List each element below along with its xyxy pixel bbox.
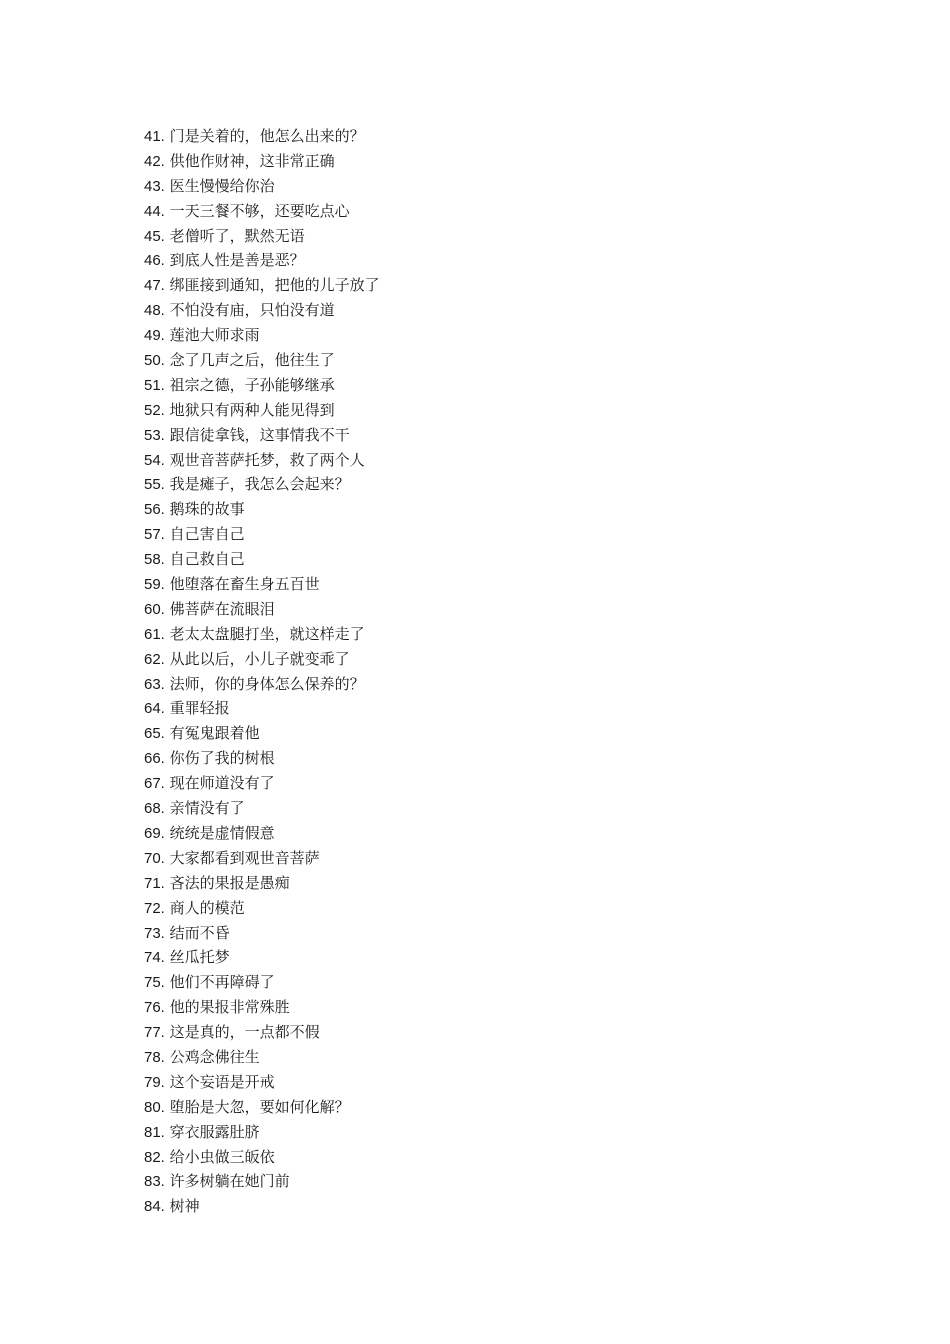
item-title: 他的果报非常殊胜 xyxy=(169,998,290,1017)
list-item xyxy=(144,522,380,547)
item-number: 65. xyxy=(144,725,165,743)
item-number: 70. xyxy=(144,849,165,867)
list-item xyxy=(144,1020,380,1045)
item-number: 83. xyxy=(144,1173,165,1191)
list-item xyxy=(144,174,380,199)
list-item xyxy=(144,398,380,423)
item-title: 有冤鬼跟着他 xyxy=(169,724,260,743)
item-number: 49. xyxy=(144,327,165,345)
item-title: 佛菩萨在流眼泪 xyxy=(169,599,275,618)
list-item xyxy=(144,149,380,174)
list-item xyxy=(144,472,380,497)
item-title: 重罪轻报 xyxy=(169,699,230,718)
item-number: 59. xyxy=(144,576,165,594)
list-item xyxy=(144,871,380,896)
item-title: 他堕落在畜生身五百世 xyxy=(169,575,320,594)
list-item xyxy=(144,1145,380,1170)
item-number: 67. xyxy=(144,775,165,793)
item-title: 我是瘫子，我怎么会起来？ xyxy=(169,475,350,494)
item-number: 68. xyxy=(144,800,165,818)
item-number: 55. xyxy=(144,476,165,494)
item-title: 老太太盘腿打坐，就这样走了 xyxy=(169,624,365,643)
item-title: 丝瓜托梦 xyxy=(169,948,230,967)
list-item xyxy=(144,497,380,522)
item-title: 老僧听了，默然无语 xyxy=(169,226,305,245)
list-item xyxy=(144,1169,380,1194)
table-of-contents-list xyxy=(144,124,380,1219)
item-number: 51. xyxy=(144,376,165,394)
item-number: 81. xyxy=(144,1123,165,1141)
list-item xyxy=(144,896,380,921)
item-number: 46. xyxy=(144,252,165,270)
list-item xyxy=(144,721,380,746)
item-number: 84. xyxy=(144,1198,165,1216)
list-item xyxy=(144,124,380,149)
item-title: 堕胎是大忽，要如何化解？ xyxy=(169,1097,350,1116)
item-title: 一天三餐不够，还要吃点心 xyxy=(169,201,350,220)
item-number: 57. xyxy=(144,526,165,544)
item-number: 43. xyxy=(144,177,165,195)
list-item xyxy=(144,348,380,373)
list-item xyxy=(144,273,380,298)
item-number: 61. xyxy=(144,625,165,643)
list-item xyxy=(144,199,380,224)
list-item xyxy=(144,423,380,448)
item-number: 74. xyxy=(144,949,165,967)
list-item xyxy=(144,1194,380,1219)
item-title: 绑匪接到通知，把他的儿子放了 xyxy=(169,276,380,295)
item-number: 48. xyxy=(144,302,165,320)
item-title: 莲池大师求雨 xyxy=(169,326,260,345)
item-title: 这个妄语是开戒 xyxy=(169,1072,275,1091)
item-number: 63. xyxy=(144,675,165,693)
list-item xyxy=(144,547,380,572)
list-item xyxy=(144,970,380,995)
item-title: 大家都看到观世音菩萨 xyxy=(169,848,320,867)
item-number: 76. xyxy=(144,999,165,1017)
item-title: 医生慢慢给你治 xyxy=(169,176,275,195)
item-number: 64. xyxy=(144,700,165,718)
item-number: 80. xyxy=(144,1098,165,1116)
list-item xyxy=(144,672,380,697)
item-title: 自己救自己 xyxy=(169,550,245,569)
item-number: 42. xyxy=(144,152,165,170)
list-item xyxy=(144,945,380,970)
item-title: 念了几声之后，他往生了 xyxy=(169,351,335,370)
item-title: 你伤了我的树根 xyxy=(169,749,275,768)
list-item xyxy=(144,1120,380,1145)
item-title: 到底人性是善是恶？ xyxy=(169,251,305,270)
list-item xyxy=(144,1070,380,1095)
item-title: 公鸡念佛往生 xyxy=(169,1047,260,1066)
list-item xyxy=(144,1095,380,1120)
item-number: 73. xyxy=(144,924,165,942)
item-title: 跟信徒拿钱，这事情我不干 xyxy=(169,425,350,444)
list-item xyxy=(144,796,380,821)
list-item xyxy=(144,373,380,398)
item-number: 66. xyxy=(144,750,165,768)
item-number: 82. xyxy=(144,1148,165,1166)
list-item xyxy=(144,323,380,348)
list-item xyxy=(144,448,380,473)
list-item xyxy=(144,746,380,771)
list-item xyxy=(144,995,380,1020)
item-number: 62. xyxy=(144,650,165,668)
item-title: 祖宗之德，子孙能够继承 xyxy=(169,375,335,394)
list-item xyxy=(144,622,380,647)
list-item xyxy=(144,921,380,946)
item-title: 不怕没有庙，只怕没有道 xyxy=(169,301,335,320)
item-number: 47. xyxy=(144,277,165,295)
item-number: 41. xyxy=(144,128,165,145)
item-title: 自己害自己 xyxy=(169,525,245,544)
item-title: 法师，你的身体怎么保养的？ xyxy=(169,674,365,693)
item-title: 观世音菩萨托梦，救了两个人 xyxy=(169,450,365,469)
item-number: 54. xyxy=(144,451,165,469)
item-title: 他们不再障碍了 xyxy=(169,973,275,992)
item-number: 50. xyxy=(144,352,165,370)
item-number: 75. xyxy=(144,974,165,992)
item-number: 72. xyxy=(144,899,165,917)
item-number: 78. xyxy=(144,1048,165,1066)
item-number: 56. xyxy=(144,501,165,519)
item-number: 77. xyxy=(144,1024,165,1042)
item-number: 69. xyxy=(144,824,165,842)
list-item xyxy=(144,298,380,323)
item-title: 这是真的，一点都不假 xyxy=(169,1023,320,1042)
list-item xyxy=(144,597,380,622)
list-item xyxy=(144,572,380,597)
list-item xyxy=(144,248,380,273)
item-number: 44. xyxy=(144,202,165,220)
item-title: 现在师道没有了 xyxy=(169,774,275,793)
item-number: 60. xyxy=(144,600,165,618)
item-number: 58. xyxy=(144,551,165,569)
item-title: 许多树躺在她门前 xyxy=(169,1172,290,1191)
item-title: 吝法的果报是愚痴 xyxy=(169,873,290,892)
item-title: 供他作财神，这非常正确 xyxy=(169,151,335,170)
item-number: 79. xyxy=(144,1073,165,1091)
list-item xyxy=(144,696,380,721)
item-title: 给小虫做三皈依 xyxy=(169,1147,275,1166)
item-title: 树神 xyxy=(169,1197,200,1216)
item-title: 亲情没有了 xyxy=(169,799,245,818)
item-number: 53. xyxy=(144,426,165,444)
item-number: 45. xyxy=(144,227,165,245)
item-title: 鹅珠的故事 xyxy=(169,500,245,519)
item-title: 商人的模范 xyxy=(169,898,245,917)
item-title: 统统是虚情假意 xyxy=(169,823,275,842)
item-title: 门是关着的，他怎么出来的？ xyxy=(169,127,365,145)
list-item xyxy=(144,846,380,871)
item-number: 71. xyxy=(144,874,165,892)
list-item xyxy=(144,224,380,249)
item-number: 52. xyxy=(144,401,165,419)
item-title: 结而不昏 xyxy=(169,923,230,942)
list-item xyxy=(144,1045,380,1070)
item-title: 地狱只有两种人能见得到 xyxy=(169,400,335,419)
list-item xyxy=(144,647,380,672)
list-item xyxy=(144,771,380,796)
list-item xyxy=(144,821,380,846)
item-title: 从此以后，小儿子就变乖了 xyxy=(169,649,350,668)
item-title: 穿衣服露肚脐 xyxy=(169,1122,260,1141)
